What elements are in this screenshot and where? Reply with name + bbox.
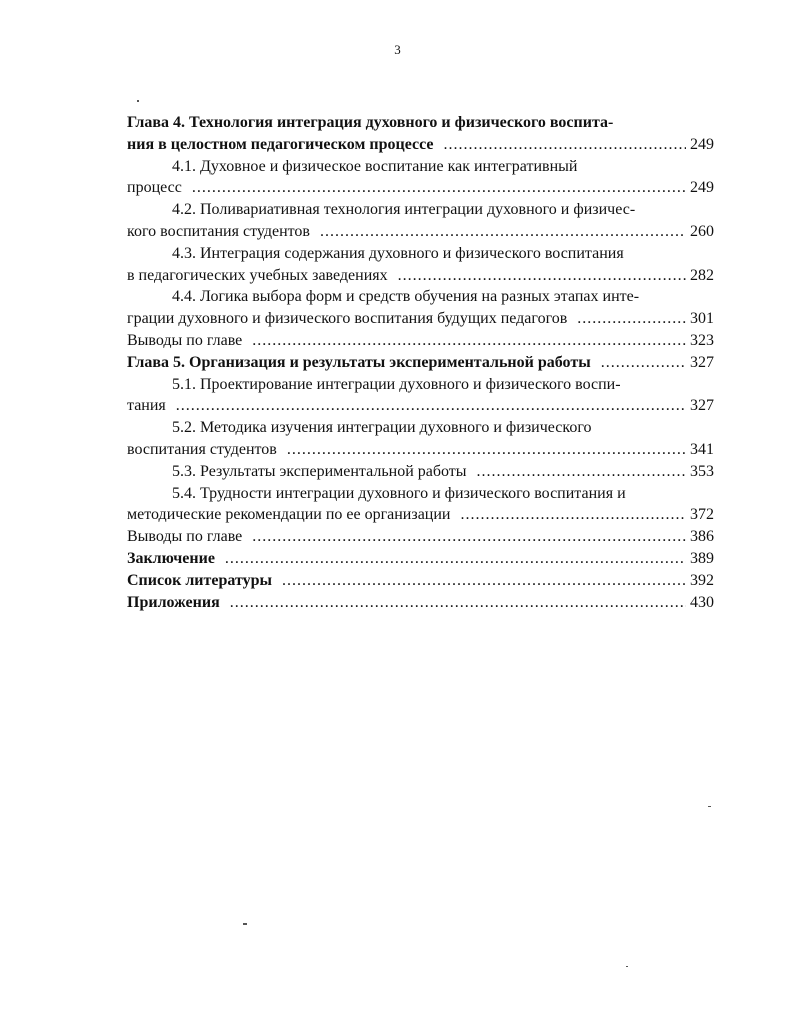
toc-entry-title: кого воспитания студентов — [127, 222, 310, 240]
toc-entry-title: грации духовного и физического воспитания будущих педагогов — [127, 310, 568, 328]
toc-chapter-4-heading-cont — [127, 134, 714, 156]
toc-page-number: 430 — [690, 593, 714, 611]
dot-leader — [225, 548, 686, 570]
toc-references — [127, 570, 714, 592]
dot-leader — [601, 352, 686, 374]
toc-section-5-1-cont — [127, 395, 714, 417]
toc-section-4-2 — [127, 199, 714, 221]
toc-page-number: 249 — [690, 179, 714, 197]
toc-entry-title: 5.4. Трудности интеграции духовного и физического воспитания и — [172, 484, 626, 502]
toc-chapter-5-conclusion — [127, 526, 714, 548]
toc-section-4-2-cont — [127, 221, 714, 243]
toc-chapter-4-conclusion — [127, 330, 714, 352]
toc-section-4-4-cont — [127, 308, 714, 330]
toc-entry-title: Список литературы — [127, 571, 272, 589]
toc-page-number: 260 — [690, 222, 714, 240]
toc-section-5-2-cont — [127, 439, 714, 461]
toc-section-5-4 — [127, 483, 714, 505]
toc-entry-title: 5.3. Результаты экспериментальной работы — [172, 462, 467, 480]
dot-leader — [320, 221, 686, 243]
toc-entry-title: в педагогических учебных заведениях — [127, 266, 388, 284]
dot-leader — [398, 265, 686, 287]
scan-speck — [626, 966, 628, 967]
toc-entry-title: 4.4. Логика выбора форм и средств обучения на разных этапах инте- — [172, 288, 640, 306]
toc-entry-title: методические рекомендации по ее организации — [127, 506, 451, 524]
toc-page-number: 392 — [690, 571, 714, 589]
toc-section-5-1 — [127, 374, 714, 396]
dot-leader — [176, 395, 686, 417]
toc-page-number: 389 — [690, 549, 714, 567]
toc-page-number: 372 — [690, 506, 714, 524]
toc-entry-title: 4.2. Поливариативная технология интеграции духовного и физичес- — [172, 201, 636, 219]
toc-section-5-3 — [127, 461, 714, 483]
toc-entry-title: Глава 5. Организация и результаты экспериментальной работы — [127, 353, 591, 371]
toc-page-number: 327 — [690, 353, 714, 371]
toc-section-4-3 — [127, 243, 714, 265]
dot-leader — [192, 177, 686, 199]
dot-leader — [577, 308, 686, 330]
toc-entry-title: Приложения — [127, 593, 220, 611]
toc-section-4-3-cont — [127, 265, 714, 287]
toc-entry-title: воспитания студентов — [127, 440, 277, 458]
dot-leader — [282, 570, 686, 592]
toc-entry-title: 4.3. Интеграция содержания духовного и физического воспитания — [172, 244, 624, 262]
toc-entry-title: Выводы по главе — [127, 331, 243, 349]
toc-section-4-1 — [127, 156, 714, 178]
toc-entry-title: 4.1. Духовное и физическое воспитание как интегративный — [172, 157, 578, 175]
toc-section-4-4 — [127, 286, 714, 308]
scan-speck — [708, 806, 711, 807]
dot-leader — [444, 134, 686, 156]
dot-leader — [230, 592, 686, 614]
toc-section-5-2 — [127, 417, 714, 439]
scan-speck — [137, 100, 139, 102]
toc-page-number: 282 — [690, 266, 714, 284]
dot-leader — [287, 439, 686, 461]
page-number: 3 — [394, 42, 401, 57]
toc-page-number: 249 — [690, 135, 714, 153]
toc-page-number: 327 — [690, 397, 714, 415]
toc-section-4-1-cont — [127, 177, 714, 199]
toc-entry-title: ния в целостном педагогическом процессе — [127, 135, 434, 153]
dot-leader — [477, 461, 686, 483]
toc-entry-title: 5.1. Проектирование интеграции духовного и физического воспи- — [172, 375, 621, 393]
toc-page-number: 301 — [690, 310, 714, 328]
dot-leader — [252, 526, 686, 548]
toc-page-number: 386 — [690, 528, 714, 546]
toc-chapter-4-heading — [127, 112, 714, 134]
dot-leader — [460, 504, 686, 526]
toc-entry-title: процесс — [127, 179, 182, 197]
toc-conclusion — [127, 548, 714, 570]
toc-page-number: 323 — [690, 331, 714, 349]
toc-page-number: 353 — [690, 462, 714, 480]
toc-entry-title: Заключение — [127, 549, 215, 567]
toc-entry-title: Глава 4. Технология интеграция духовного и физического воспита- — [127, 114, 614, 131]
scan-speck — [243, 923, 247, 925]
toc-entry-title: 5.2. Методика изучения интеграции духовного и физического — [172, 419, 592, 437]
toc-entry-title: Выводы по главе — [127, 528, 243, 546]
toc-chapter-5-heading — [127, 352, 714, 374]
toc-section-5-4-cont — [127, 504, 714, 526]
dot-leader — [252, 330, 686, 352]
toc-entry-title: тания — [127, 397, 166, 415]
toc-appendices — [127, 592, 714, 614]
toc-page-number: 341 — [690, 440, 714, 458]
table-of-contents — [127, 112, 714, 613]
